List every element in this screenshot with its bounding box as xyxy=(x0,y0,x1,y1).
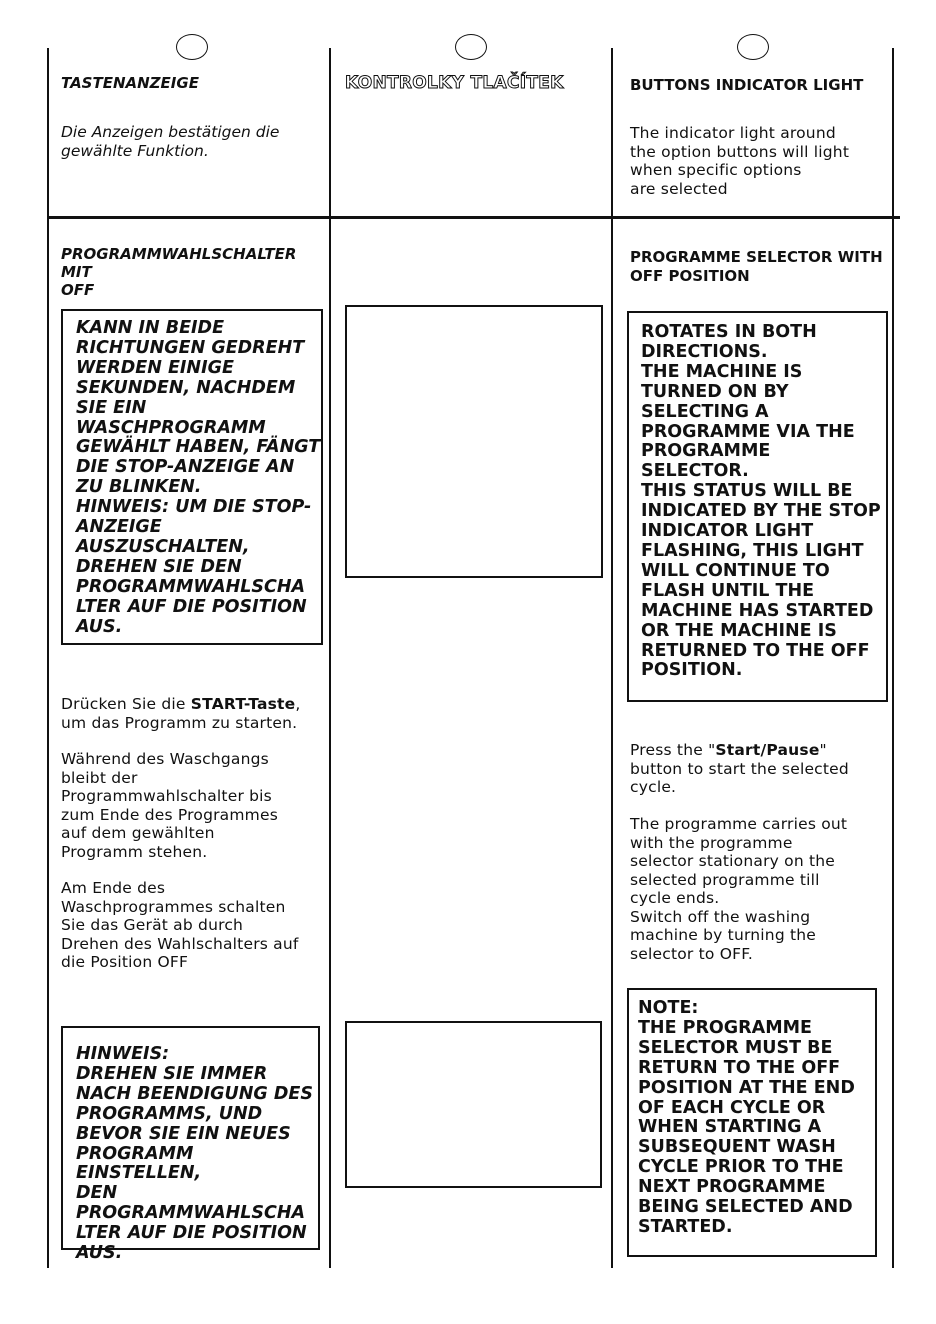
english-start-button-name: Start/Pause xyxy=(715,741,820,759)
german-indicator-text: Die Anzeigen bestätigen die gewählte Funktion. xyxy=(61,123,280,160)
german-start-text-post: , um das Programm zu starten. xyxy=(61,695,301,732)
english-during-text: The programme carries out with the programme selector stationary on the selected programme till cycle ends. Switch off the washing machine by turning the selector to OFF. xyxy=(630,815,848,963)
english-selector-heading: PROGRAMME SELECTOR WITH OFF POSITION xyxy=(630,248,883,285)
column-divider-middle-left xyxy=(329,48,331,1268)
english-note-box xyxy=(627,988,877,1257)
german-start-text-pre: Drücken Sie die xyxy=(61,695,191,713)
german-end-text: Am Ende des Waschprogrammes schalten Sie das Gerät ab durch Drehen des Wahlschalters auf die Position OFF xyxy=(61,879,299,971)
column-divider-right xyxy=(892,48,894,1268)
english-start-text-post: " button to start the selected cycle. xyxy=(630,741,849,796)
language-marker-circle xyxy=(455,34,487,60)
english-selector-box xyxy=(627,311,888,702)
language-marker-circle xyxy=(176,34,208,60)
german-indicator-heading: TASTENANZEIGE xyxy=(61,74,199,92)
english-indicator-heading: BUTTONS INDICATOR LIGHT xyxy=(630,76,864,94)
german-note-box-text: HINWEIS: DREHEN SIE IMMER NACH BEENDIGUNG DES PROGRAMMS, UND BEVOR SIE EIN NEUES PROGRAMM EINSTELLEN, DEN PROGRAMMWAHLSCHA LTER AUF DIE POSITION AUS. xyxy=(76,1044,313,1264)
row-divider xyxy=(48,216,900,219)
column-divider-left xyxy=(47,48,49,1268)
german-start-button-name: START-Taste xyxy=(190,695,296,713)
column-divider-middle-right xyxy=(611,48,613,1268)
english-start-text xyxy=(630,741,849,797)
czech-selector-box xyxy=(345,305,603,578)
czech-indicator-heading: KONTROLKY TLAČÍTEK xyxy=(345,73,564,93)
english-indicator-text: The indicator light around the option buttons will light when specific options are selected xyxy=(630,124,850,198)
german-note-box xyxy=(61,1026,320,1264)
german-during-text: Während des Waschgangs bleibt der Programmwahlschalter bis zum Ende des Programmes auf dem gewählten Programm stehen. xyxy=(61,750,278,861)
english-note-box-text: NOTE: THE PROGRAMME SELECTOR MUST BE RETURN TO THE OFF POSITION AT THE END OF EACH CYCLE OR WHEN STARTING A SUBSEQUENT WASH CYCLE PRIOR TO THE NEXT PROGRAMME BEING SELECTED AND STARTED. xyxy=(638,998,855,1237)
german-selector-box-text: KANN IN BEIDE RICHTUNGEN GEDREHT WERDEN EINIGE SEKUNDEN, NACHDEM SIE EIN WASCHPROGRAMM GEWÄHLT HABEN, FÄNGT DIE STOP-ANZEIGE AN ZU BLINKEN. HINWEIS: UM DIE STOP- ANZEIGE AUSZUSCHALTEN, DREHEN SIE DEN PROGRAMMWAHLSCHA LTER AUF DIE POSITION AUS. xyxy=(76,318,321,637)
german-selector-heading: PROGRAMMWAHLSCHALTER MIT OFF xyxy=(61,245,297,299)
language-marker-circle xyxy=(737,34,769,60)
czech-note-box xyxy=(345,1021,602,1188)
english-selector-box-text: ROTATES IN BOTH DIRECTIONS. THE MACHINE IS TURNED ON BY SELECTING A PROGRAMME VIA THE PROGRAMME SELECTOR. THIS STATUS WILL BE INDICATED BY THE STOP INDICATOR LIGHT FLASHING, THIS LIGHT WILL CONTINUE TO FLASH UNTIL THE MACHINE HAS STARTED OR THE MACHINE IS RETURNED TO THE OFF POSITION. xyxy=(641,322,881,681)
english-start-text-pre: Press the " xyxy=(630,741,716,759)
german-selector-box xyxy=(61,309,323,645)
german-start-text xyxy=(61,695,301,732)
